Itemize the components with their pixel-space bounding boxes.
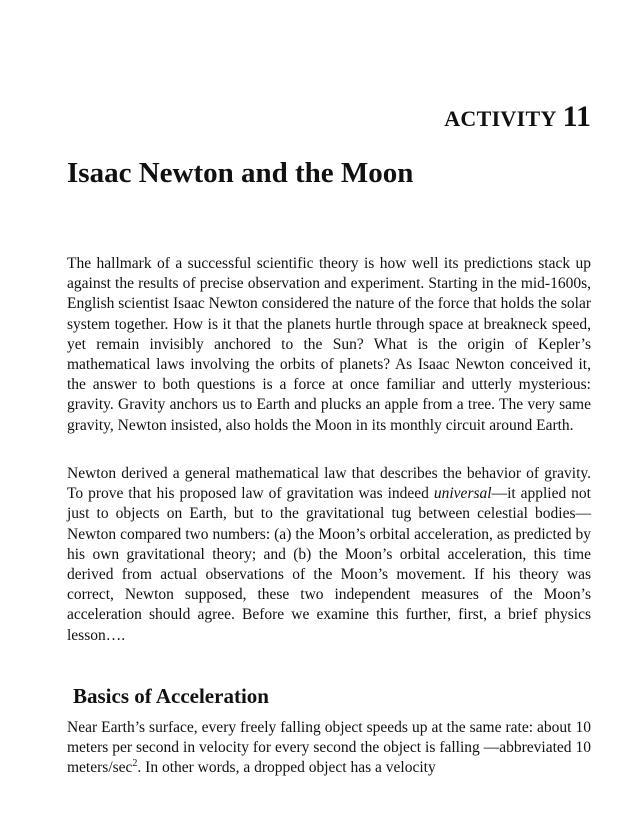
paragraph-2-text-start: Newton derived a general mathematical law that describes the behavior of gravity. To prove that his proposed law of gravitation was indeed bbox=[67, 465, 591, 503]
intro-paragraph-2 bbox=[67, 464, 591, 646]
document-page bbox=[67, 0, 591, 816]
activity-heading bbox=[444, 102, 591, 132]
section-paragraph-text-start: Near Earth’s surface, every freely falling object speeds up at the same rate: about 10 meters per second in velocity for every second the object is falling —abbreviated 10 meters/sec bbox=[67, 719, 591, 777]
section-paragraph-text-end: . In other words, a dropped object has a velocity bbox=[137, 759, 436, 777]
section-paragraph-1 bbox=[67, 718, 591, 779]
paragraph-2-emphasis: universal bbox=[433, 485, 492, 503]
paragraph-2-text-end: —it applied not just to objects on Earth, but to the gravitational tug between celestial bodies—Newton compared two numbers: (a) the Moon’s orbital acceleration, as predicted by his own gravitational theory; and (b) the Moon’s orbital acceleration, this time derived from actual observations of the Moon’s movement. If his theory was correct, Newton supposed, these two independent measures of the Moon’s acceleration should agree. Before we examine this further, first, a brief physics lesson…. bbox=[67, 485, 591, 644]
activity-label: ACTIVITY bbox=[444, 106, 557, 131]
superscript-exponent: 2 bbox=[132, 758, 138, 770]
intro-paragraph-1: The hallmark of a successful scientific theory is how well its predictions stack up against the results of precise observation and experiment. Starting in the mid-1600s, English scientist Isaac Newton considered the nature of the force that holds the solar system together. How is it that the planets hurtle through space at breakneck speed, yet remain invisibly anchored to the Sun? What is the origin of Kepler’s mathematical laws involving the orbits of planets? As Isaac Newton conceived it, the answer to both questions is a force at once familiar and utterly mysterious: gravity. Gravity anchors us to Earth and plucks an apple from a tree. The very same gravity, Newton insisted, also holds the Moon in its monthly circuit around Earth. bbox=[67, 255, 591, 434]
section-heading: Basics of Acceleration bbox=[73, 684, 269, 708]
page-title: Isaac Newton and the Moon bbox=[67, 157, 414, 189]
activity-number: 11 bbox=[562, 100, 591, 133]
